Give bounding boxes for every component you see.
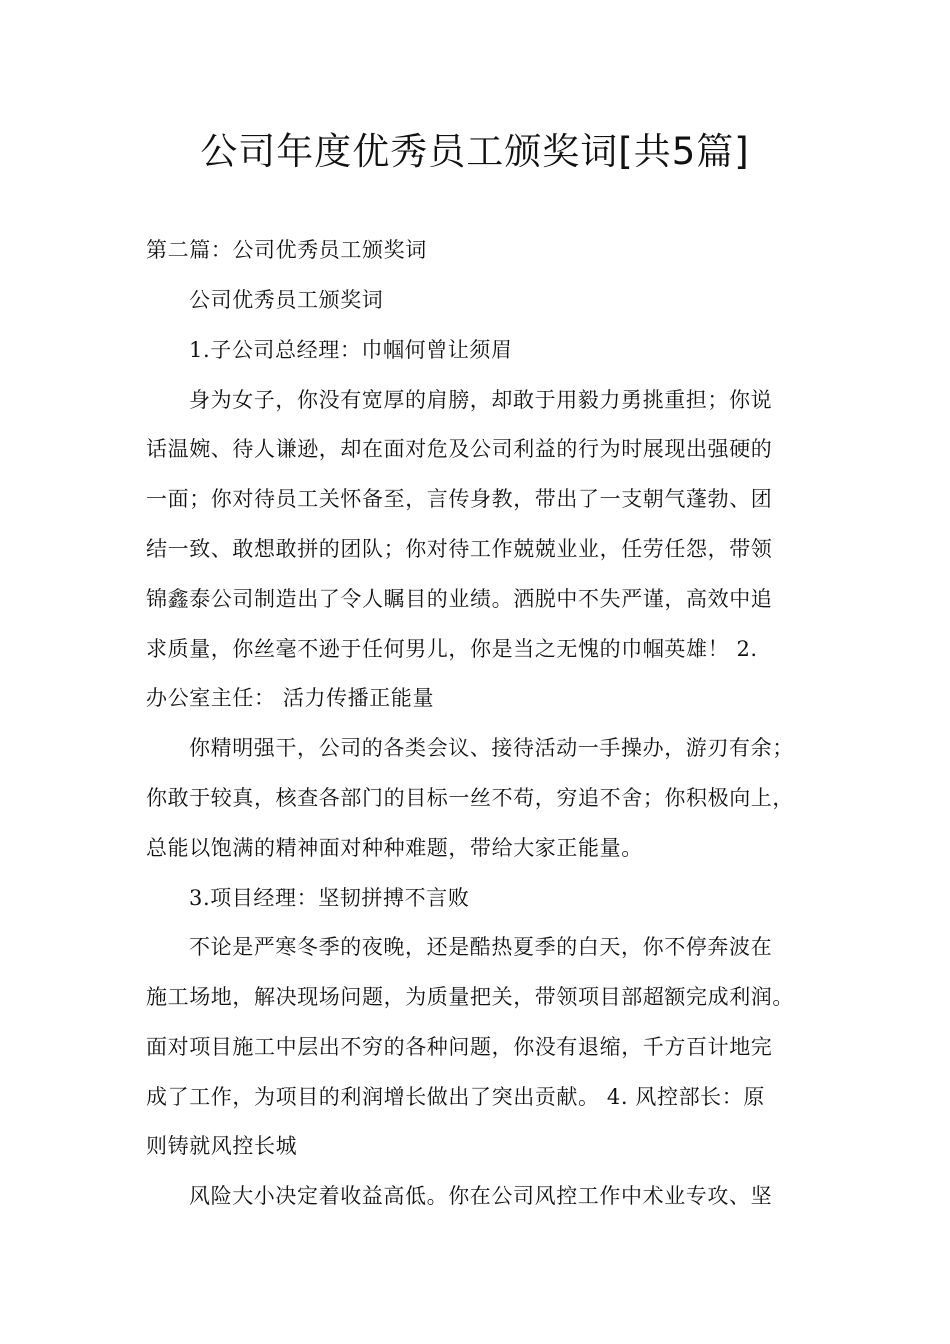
paragraph-line: 总能以饱满的精神面对种种难题，带给大家正能量。: [146, 836, 643, 860]
paragraph-line: 施工场地，解决现场问题，为质量把关，带领项目部超额完成利润。: [146, 985, 794, 1009]
paragraph-line: 锦鑫泰公司制造出了令人瞩目的业绩。洒脱中不失严谨，高效中追: [146, 587, 773, 611]
document-title: 公司年度优秀员工颁奖词[共5篇]: [200, 130, 750, 173]
paragraph-line: 你敢于较真，核查各部门的目标一丝不苟，穷追不舍；你积极向上，: [146, 786, 794, 810]
award-heading-3: 3.项目经理：坚韧拼搏不言败: [189, 886, 470, 910]
paragraph-line: 一面；你对待员工关怀备至，言传身教，带出了一支朝气蓬勃、团: [146, 487, 773, 511]
award-heading-2: 办公室主任： 活力传播正能量: [146, 686, 435, 710]
paragraph-line: 身为女子，你没有宽厚的肩膀，却敢于用毅力勇挑重担；你说: [189, 388, 773, 412]
paragraph-line: 你精明强干，公司的各类会议、接待活动一手操办，游刃有余；: [189, 736, 794, 760]
paragraph-line: 求质量，你丝毫不逊于任何男儿，你是当之无愧的巾帼英雄！ 2.: [146, 637, 758, 661]
award-heading-4: 则铸就风控长城: [146, 1134, 298, 1158]
paragraph-line: 成了工作，为项目的利润增长做出了突出贡献。 4. 风控部长：原: [146, 1085, 765, 1109]
section-heading: 第二篇：公司优秀员工颁奖词: [146, 238, 427, 262]
paragraph-line: 不论是严寒冬季的夜晚，还是酷热夏季的白天，你不停奔波在: [189, 935, 773, 959]
paragraph-line: 面对项目施工中层出不穷的各种问题，你没有退缩，千方百计地完: [146, 1035, 773, 1059]
paragraph-line: 风险大小决定着收益高低。你在公司风控工作中术业专攻、坚: [189, 1184, 773, 1208]
subsection-heading: 公司优秀员工颁奖词: [189, 288, 384, 312]
paragraph-line: 话温婉、待人谦逊，却在面对危及公司利益的行为时展现出强硬的: [146, 437, 773, 461]
award-heading-1: 1.子公司总经理：巾帼何曾让须眉: [189, 338, 513, 362]
paragraph-line: 结一致、敢想敢拼的团队；你对待工作兢兢业业，任劳任怨，带领: [146, 537, 773, 561]
